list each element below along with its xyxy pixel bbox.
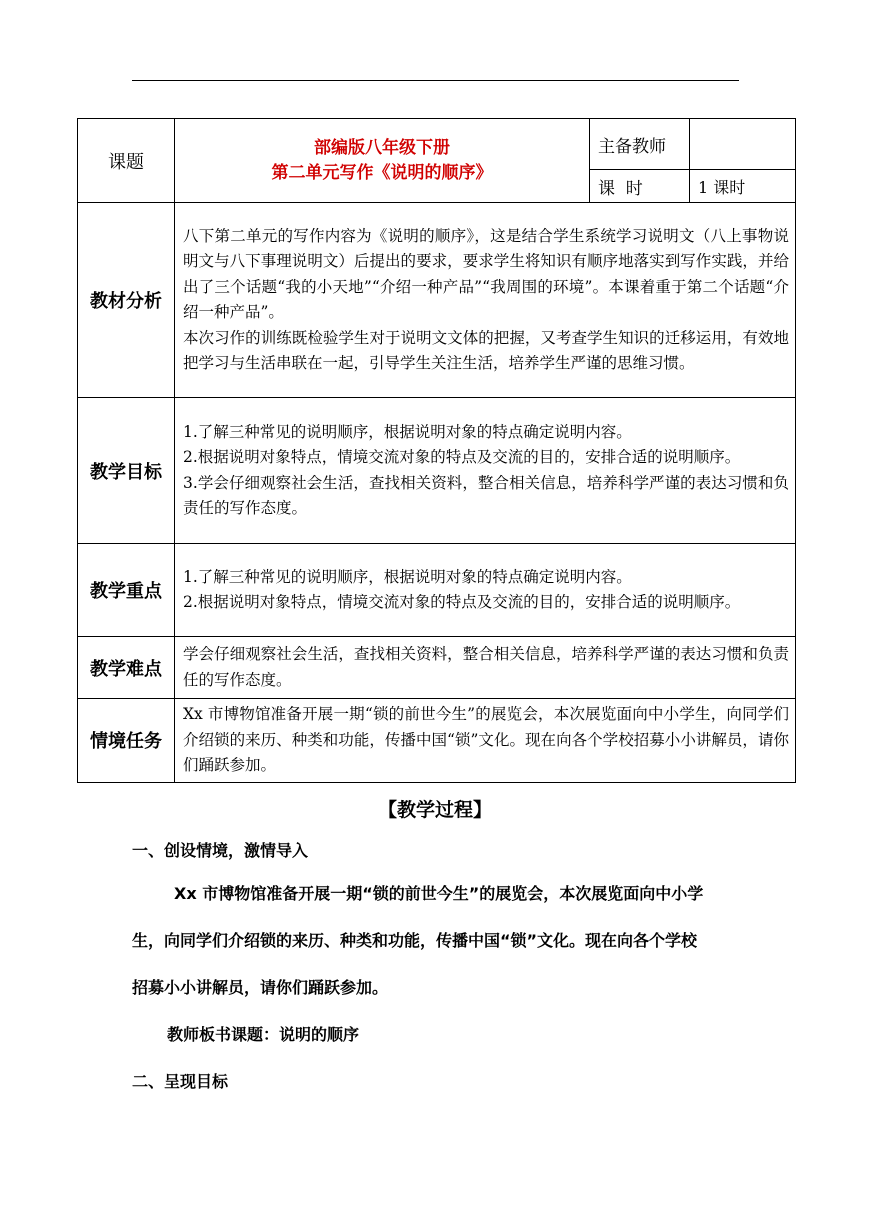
section-heading-2: 二、呈现目标	[132, 1072, 229, 1091]
key-point-item: 1.了解三种常见的说明顺序，根据说明对象的特点确定说明内容。	[183, 567, 632, 586]
row-content-difficulties	[175, 637, 796, 699]
section-heading-1: 一、创设情境，激情导入	[132, 841, 309, 860]
row-label-scenario: 情境任务	[78, 699, 175, 783]
objective-item: 2.根据说明对象特点，情境交流对象的特点及交流的目的，安排合适的说明顺序。	[183, 448, 741, 466]
intro-line: 生，向同学们介绍锁的来历、种类和功能，传播中国“锁”文化。现在向各个学校	[132, 931, 698, 950]
hours-value: 1 课时	[690, 170, 796, 203]
analysis-paragraph: 本次习作的训练既检验学生对于说明文文体的把握，又考查学生知识的迁移运用，有效地把学习与生活串联在一起，引导学生关注生活，培养学生严谨的思维习惯。	[183, 328, 789, 372]
difficulty-item: 学会仔细观察社会生活，查找相关资料，整合相关信息，培养科学严谨的表达习惯和负责任的写作态度。	[183, 645, 789, 689]
header-rule	[132, 80, 739, 81]
row-content-objectives	[175, 398, 796, 544]
board-topic: 教师板书课题：说明的顺序	[167, 1025, 360, 1044]
teaching-process-title: 【教学过程】	[377, 799, 492, 821]
intro-line: Xx 市博物馆准备开展一期“锁的前世今生”的展览会，本次展览面向中小学	[174, 884, 704, 903]
row-label-difficulties: 教学难点	[78, 637, 175, 699]
row-content-scenario	[175, 699, 796, 783]
lesson-plan-table	[77, 118, 796, 783]
teacher-value	[690, 119, 796, 170]
hours-label: 课 时	[590, 170, 690, 203]
objective-item: 1.了解三种常见的说明顺序，根据说明对象的特点确定说明内容。	[183, 422, 632, 441]
row-content-analysis	[175, 203, 796, 398]
intro-line: 招募小小讲解员，请你们踊跃参加。	[132, 978, 389, 997]
row-label-analysis: 教材分析	[78, 203, 175, 398]
lesson-title	[175, 119, 590, 203]
row-content-key-points	[175, 544, 796, 637]
analysis-paragraph: 八下第二单元的写作内容为《说明的顺序》，这是结合学生系统学习说明文（八上事物说明文与八下事理说明文）后提出的要求，要求学生将知识有顺序地落实到写作实践，并给出了三个话题“我的小天地”“介绍一种产品”“我周围的环境”。本课着重于第二个话题“介绍一种产品”。	[183, 226, 789, 321]
row-label-key-points: 教学重点	[78, 544, 175, 637]
topic-label: 课题	[78, 119, 175, 203]
objective-item: 3.学会仔细观察社会生活，查找相关资料，整合相关信息，培养科学严谨的表达习惯和负责任的写作态度。	[183, 473, 789, 517]
teacher-label: 主备教师	[590, 119, 690, 170]
lesson-title-line1: 部编版八年级下册	[314, 137, 450, 158]
key-point-item: 2.根据说明对象特点，情境交流对象的特点及交流的目的，安排合适的说明顺序。	[183, 593, 741, 611]
row-label-objectives: 教学目标	[78, 398, 175, 544]
intro-paragraph	[132, 870, 740, 1011]
lesson-title-line2: 第二单元写作《说明的顺序》	[271, 162, 493, 183]
scenario-text: Xx 市博物馆准备开展一期“锁的前世今生”的展览会，本次展览面向中小学生，向同学们介绍锁的来历、种类和功能，传播中国“锁”文化。现在向各个学校招募小小讲解员，请你们踊跃参加。	[183, 705, 789, 774]
